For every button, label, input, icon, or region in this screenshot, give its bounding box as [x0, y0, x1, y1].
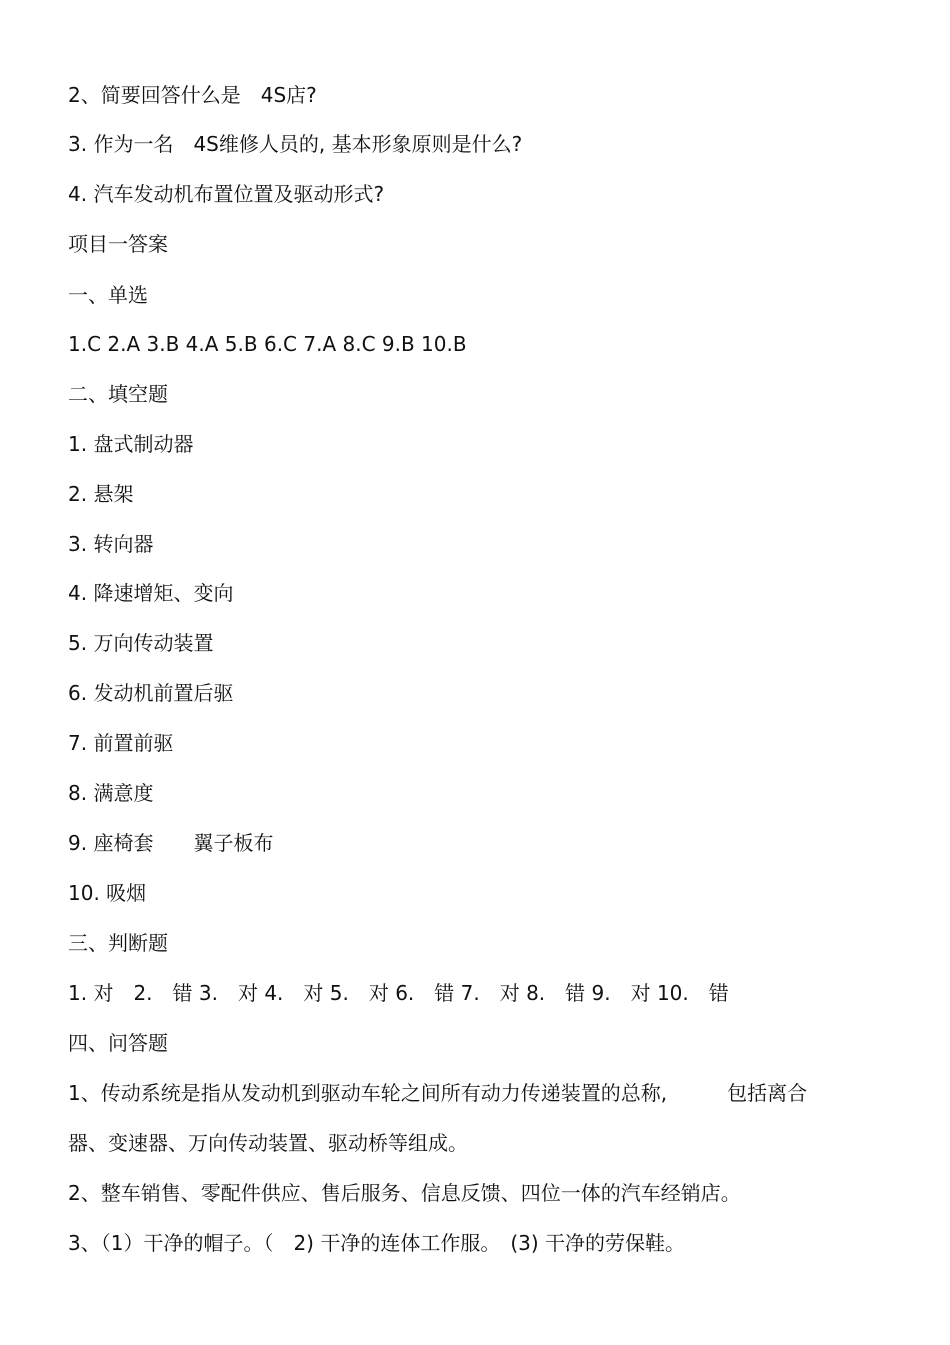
- qa-answer-2: 2、整车销售、零配件供应、售后服务、信息反馈、四位一体的汽车经销店。: [68, 1181, 741, 1205]
- answer-heading: 项目一答案: [68, 232, 168, 256]
- fill-blank-answer-3: 3. 转向器: [68, 532, 154, 556]
- fill-blank-answer-8: 8. 满意度: [68, 781, 154, 805]
- fill-blank-answer-2: 2. 悬架: [68, 482, 134, 506]
- fill-blank-answer-4: 4. 降速增矩、变向: [68, 581, 234, 605]
- section-single-choice: 一、单选: [68, 283, 148, 307]
- section-fill-blank: 二、填空题: [68, 382, 168, 406]
- true-false-answers: 1. 对 2. 错 3. 对 4. 对 5. 对 6. 错 7. 对 8. 错 9. 对 10. 错: [68, 981, 729, 1005]
- fill-blank-answer-5: 5. 万向传动装置: [68, 631, 214, 655]
- qa-answer-1-line-1: 1、传动系统是指从发动机到驱动车轮之间所有动力传递装置的总称, 包括离合: [68, 1081, 808, 1105]
- single-choice-answers: 1.C 2.A 3.B 4.A 5.B 6.C 7.A 8.C 9.B 10.B: [68, 332, 467, 356]
- fill-blank-answer-9: 9. 座椅套 翼子板布: [68, 831, 274, 855]
- fill-blank-answer-7: 7. 前置前驱: [68, 731, 174, 755]
- question-3: 3. 作为一名 4S维修人员的, 基本形象原则是什么?: [68, 132, 523, 156]
- section-true-false: 三、判断题: [68, 931, 168, 955]
- qa-answer-1-line-2: 器、变速器、万向传动装置、驱动桥等组成。: [68, 1131, 468, 1155]
- fill-blank-answer-1: 1. 盘式制动器: [68, 432, 194, 456]
- qa-answer-3: 3、（1）干净的帽子。（ 2) 干净的连体工作服。 (3) 干净的劳保鞋。: [68, 1231, 686, 1255]
- section-qa: 四、问答题: [68, 1031, 168, 1055]
- fill-blank-answer-10: 10. 吸烟: [68, 881, 147, 905]
- question-4: 4. 汽车发动机布置位置及驱动形式?: [68, 182, 385, 206]
- question-2: 2、简要回答什么是 4S店?: [68, 83, 317, 107]
- fill-blank-answer-6: 6. 发动机前置后驱: [68, 681, 234, 705]
